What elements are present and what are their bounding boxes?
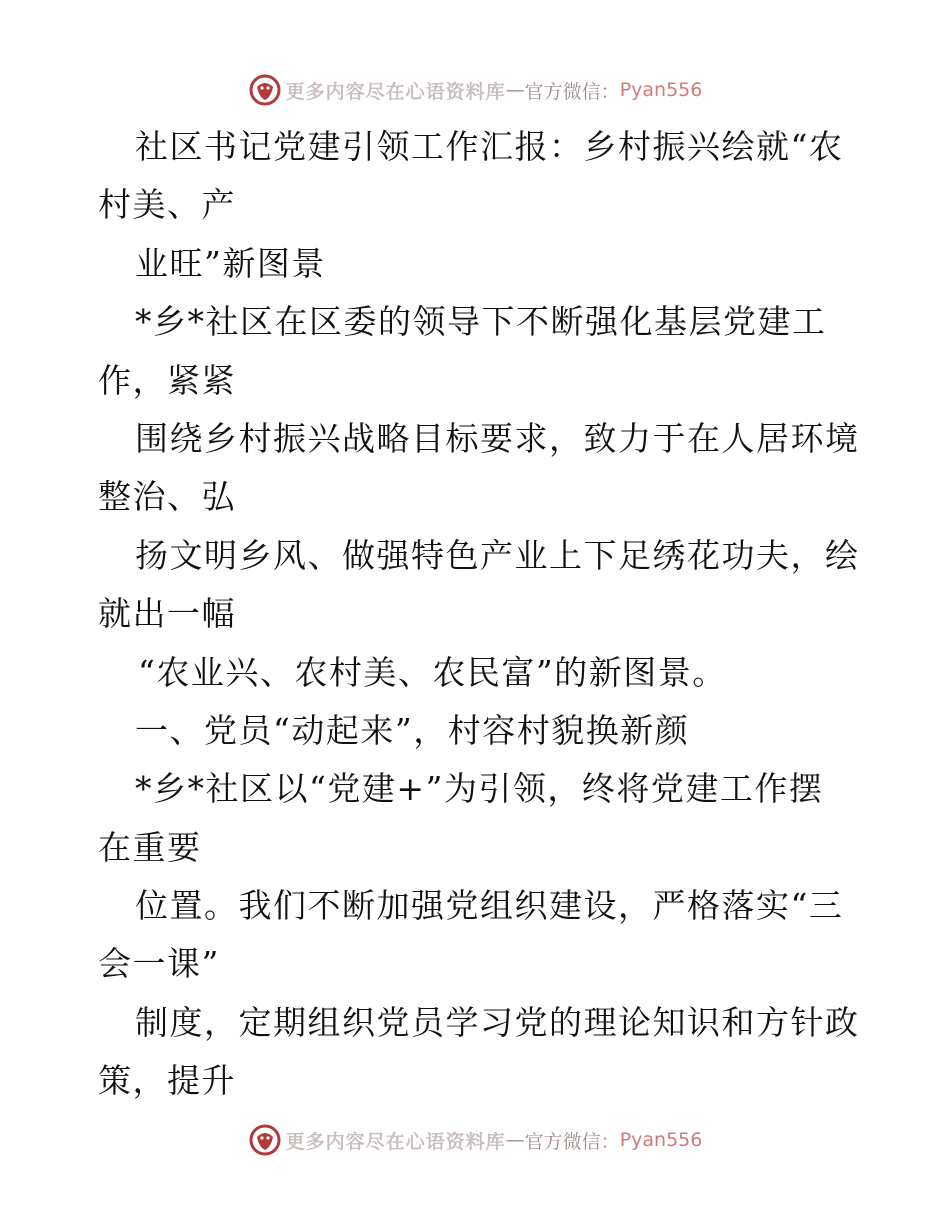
header-watermark <box>0 70 950 110</box>
text-line: 村美、产 <box>98 185 236 225</box>
text-line: 会一课” <box>98 944 220 984</box>
text-line: 位置。我们不断加强党组织建设，严格落实“三 <box>135 886 844 926</box>
text-line: *乡*社区在区委的领导下不断强化基层党建工 <box>135 302 827 342</box>
text-line: *乡*社区以“党建+”为引领，终将党建工作摆 <box>135 769 824 809</box>
text-line: 策，提升 <box>98 1061 236 1101</box>
watermark-title: 更多内容尽在心语资料库 <box>285 1130 506 1153</box>
text-line: 整治、弘 <box>98 477 236 517</box>
footer-watermark <box>0 1120 950 1160</box>
text-line: 作，紧紧 <box>98 360 236 400</box>
text-line: 扬文明乡风、做强特色产业上下足绣花功夫，绘 <box>135 535 860 575</box>
watermark-dash: — <box>505 1129 525 1151</box>
watermark-wechat-label: 官方微信： <box>524 80 620 103</box>
watermark-wechat-label: 官方微信： <box>524 1130 620 1153</box>
watermark-title: 更多内容尽在心语资料库 <box>285 80 506 103</box>
sheep-head-logo-icon <box>248 1123 282 1157</box>
watermark-dash: — <box>505 79 525 101</box>
text-line: 围绕乡村振兴战略目标要求，致力于在人居环境 <box>135 418 860 458</box>
section-heading: 一、党员“动起来”，村容村貌换新颜 <box>135 710 690 750</box>
text-line: “农业兴、农村美、农民富”的新图景。 <box>138 652 727 692</box>
text-line: 业旺”新图景 <box>135 243 326 283</box>
text-line: 社区书记党建引领工作汇报：乡村振兴绘就“农 <box>135 127 844 166</box>
text-line: 制度，定期组织党员学习党的理论知识和方针政 <box>135 1002 860 1042</box>
watermark-wechat-id: Pyan556 <box>619 1129 703 1151</box>
watermark-wechat-id: Pyan556 <box>619 79 703 101</box>
text-line: 在重要 <box>98 827 202 867</box>
sheep-head-logo-icon <box>248 73 282 107</box>
document-body <box>98 118 858 1111</box>
text-line: 就出一幅 <box>98 594 236 634</box>
